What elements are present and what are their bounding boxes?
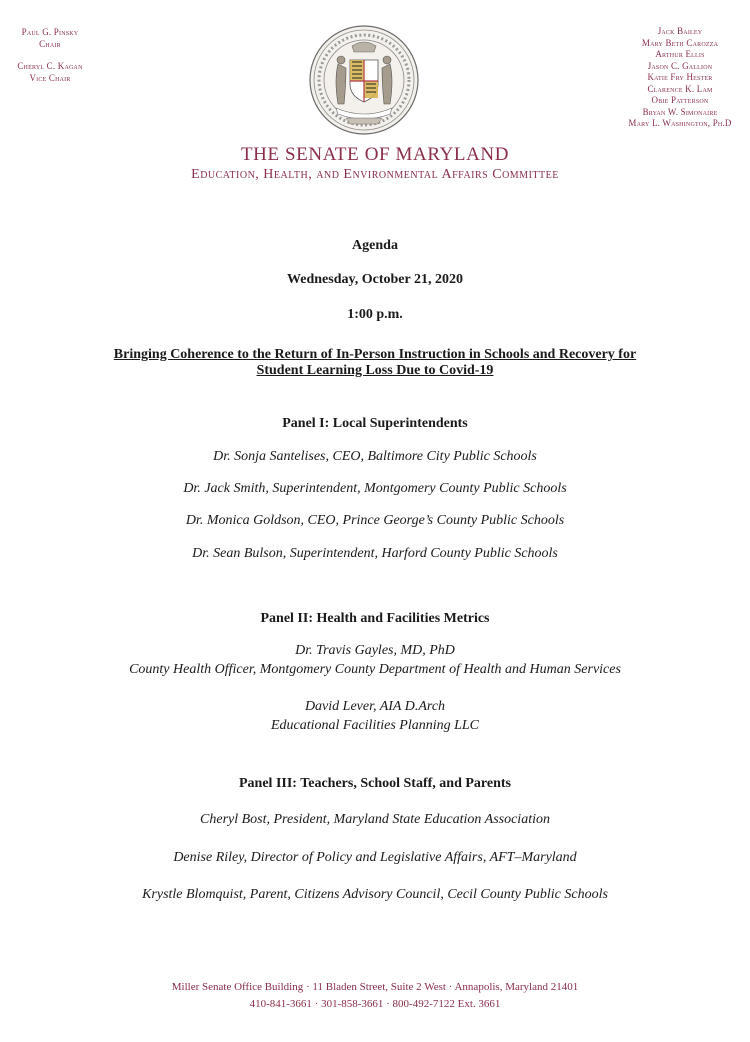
speaker: Dr. Monica Goldson, CEO, Prince George’s County Public Schools <box>185 513 565 528</box>
officer-vice-chair <box>0 60 100 84</box>
officer-role: Vice Chair <box>29 73 71 83</box>
member-name: Jason C. Gallion <box>647 60 713 71</box>
speaker: Denise Riley, Director of Policy and Legislative Affairs, AFT–Maryland <box>173 850 577 865</box>
speaker: Krystle Blomquist, Parent, Citizens Advisory Council, Cecil County Public Schools <box>142 887 608 902</box>
panel-title: Panel II: Health and Facilities Metrics <box>260 611 490 626</box>
officer-chair <box>0 26 100 50</box>
panel-title: Panel III: Teachers, School Staff, and Parents <box>239 776 511 791</box>
committee-members <box>600 26 750 130</box>
agenda-heading: Agenda <box>352 238 398 253</box>
member-name: Bryan W. Simonaire <box>642 106 718 117</box>
officer-name: Cheryl C. Kagan <box>17 61 83 71</box>
speaker: Dr. Sonja Santelises, CEO, Baltimore City Public Schools <box>213 449 537 464</box>
speaker: Dr. Travis Gayles, MD, PhD <box>295 643 455 658</box>
speaker: Dr. Jack Smith, Superintendent, Montgomery County Public Schools <box>183 481 567 496</box>
member-name: Mary L. Washington, Ph.D <box>628 118 732 128</box>
hearing-topic-line-2: Student Learning Loss Due to Covid-19 <box>256 363 494 378</box>
speaker: Dr. Sean Bulson, Superintendent, Harford County Public Schools <box>192 546 558 561</box>
panel-title: Panel I: Local Superintendents <box>282 416 468 431</box>
speaker-affiliation: Educational Facilities Planning LLC <box>270 718 480 733</box>
meeting-date: Wednesday, October 21, 2020 <box>287 272 463 287</box>
maryland-seal-icon <box>308 24 420 136</box>
officer-name: Paul G. Pinsky <box>21 27 79 37</box>
committee-officers <box>0 26 100 94</box>
footer-phones: 410-841-3661 · 301-858-3661 · 800-492-7122 Ext. 3661 <box>249 998 501 1010</box>
member-name: Katie Fry Hester <box>647 72 713 82</box>
meeting-time: 1:00 p.m. <box>347 307 403 322</box>
officer-role: Chair <box>39 39 61 49</box>
member-name: Mary Beth Carozza <box>641 37 719 48</box>
footer-address: Miller Senate Office Building · 11 Bladen Street, Suite 2 West · Annapolis, Maryland 21401 <box>171 981 579 993</box>
senate-title: THE SENATE OF MARYLAND <box>240 144 510 165</box>
speaker: David Lever, AIA D.Arch <box>304 699 446 714</box>
member-name: Clarence K. Lam <box>647 83 713 94</box>
committee-title: Education, Health, and Environmental Affairs Committee <box>191 167 559 182</box>
member-name: Jack Bailey <box>657 26 703 36</box>
member-name: Arthur Ellis <box>655 49 705 59</box>
speaker-affiliation: County Health Officer, Montgomery County Department of Health and Human Services <box>129 662 621 677</box>
hearing-topic-line-1: Bringing Coherence to the Return of In-Person Instruction in Schools and Recovery for <box>113 347 637 362</box>
member-name: Obie Patterson <box>651 95 709 105</box>
speaker: Cheryl Bost, President, Maryland State Education Association <box>200 812 550 827</box>
